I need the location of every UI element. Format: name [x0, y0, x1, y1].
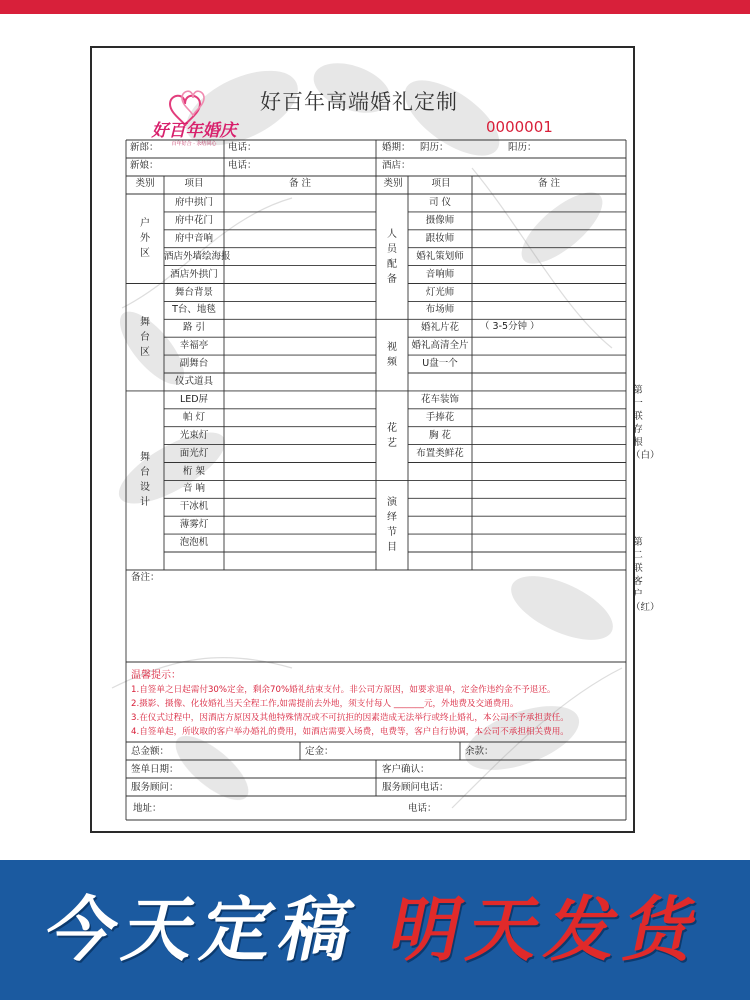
- left-item-9: 幸福亭: [179, 340, 209, 352]
- left-item-8: 路 引: [182, 322, 206, 334]
- right-item-5: 音响师: [425, 268, 455, 280]
- col-item-left: 项目: [184, 178, 204, 189]
- tip-4: 4.自签单起，所收取的客户举办婚礼的费用，如酒店需要入场费，电费等，客户自行协调，本公司不承担相关费用。: [131, 727, 569, 737]
- left-category-1: 户外区: [140, 218, 150, 260]
- sign-date-label: 签单日期：: [131, 764, 179, 775]
- serial-number: 0000001: [486, 118, 553, 136]
- lunar-date-label: 阴历：: [420, 142, 449, 153]
- deposit-label: 定金：: [305, 746, 334, 757]
- banner-part1: 今天定稿: [38, 889, 368, 971]
- banner-slogan: [0, 860, 750, 1000]
- advisor-label: 服务顾问：: [131, 782, 179, 793]
- advisor-phone-label: 服务顾问电话：: [382, 782, 449, 793]
- video-duration-note: （ 3-5分钟 ）: [480, 321, 540, 332]
- left-item-5: 酒店外拱门: [170, 268, 218, 280]
- bride-label: 新娘：: [130, 160, 159, 171]
- left-item-6: 舞台背景: [174, 286, 213, 298]
- right-item-7: 布场师: [425, 304, 455, 316]
- right-category-4: 演绎节目: [387, 497, 397, 554]
- left-item-4: 酒店外墙绘海报: [164, 250, 231, 262]
- left-item-12: LED屏: [179, 393, 209, 405]
- banner-part2: 明天发货: [382, 889, 712, 971]
- left-item-7: T台、地毯: [172, 304, 216, 316]
- left-category-2: 舞台区: [140, 316, 150, 358]
- tip-2: 2.摄影、摄像、化妆婚礼当天全程工作,如需提前去外地，须支付每人 _______元，外地费及交通费用。: [131, 699, 519, 709]
- left-item-14: 光束灯: [179, 429, 209, 441]
- left-item-2: 府中花门: [174, 214, 213, 226]
- solar-date-label: 阳历：: [508, 142, 537, 153]
- right-item-10: U盘一个: [422, 358, 458, 370]
- tip-1: 1.自签单之日起需付30%定金，剩余70%婚礼结束支付。非公司方原因，如要求退单，定金作违约金不予退还。: [131, 685, 556, 695]
- copy-label-stub: 第一联存根（白）: [631, 385, 660, 461]
- left-item-13: 帕 灯: [182, 411, 206, 423]
- phone1-label: 电话：: [228, 142, 257, 153]
- left-item-15: 面光灯: [179, 447, 209, 459]
- left-item-10: 副舞台: [179, 358, 209, 370]
- copy-label-customer: 第二联客户（红）: [631, 537, 660, 613]
- right-item-6: 灯光师: [425, 286, 455, 298]
- total-amount-label: 总金额：: [131, 746, 170, 757]
- address-label: 地址：: [133, 803, 162, 814]
- right-category-3: 花艺: [387, 422, 397, 449]
- left-item-3: 府中音响: [174, 232, 213, 244]
- tip-3: 3.在仪式过程中，因酒店方原因及其他特殊情况或不可抗拒的因素造成无法举行或终止婚礼，本公司不予承担责任。: [131, 713, 569, 723]
- right-category-2: 视频: [387, 342, 397, 369]
- right-item-2: 摄像师: [425, 214, 455, 226]
- groom-label: 新郎：: [130, 142, 159, 153]
- phone2-label: 电话：: [228, 160, 257, 171]
- right-item-1: 司 仪: [428, 197, 452, 208]
- left-item-17: 音 响: [182, 483, 206, 495]
- col-remark-right: 备 注: [537, 178, 561, 189]
- tips-title: 温馨提示：: [131, 670, 181, 681]
- left-item-1: 府中拱门: [174, 197, 213, 208]
- right-item-12: 花车装饰: [420, 393, 459, 405]
- company-phone-label: 电话：: [408, 803, 437, 814]
- left-item-18: 干冰机: [179, 501, 209, 513]
- right-item-13: 手捧花: [425, 411, 455, 423]
- page-title: 好百年高端婚礼定制: [260, 90, 458, 114]
- col-remark-left: 备 注: [288, 178, 312, 189]
- right-item-15: 布置类鲜花: [416, 447, 464, 459]
- left-item-20: 泡泡机: [179, 537, 209, 549]
- right-item-3: 跟妆师: [425, 232, 455, 244]
- right-item-9: 婚礼高清全片: [411, 340, 469, 352]
- col-item-right: 项目: [431, 178, 451, 189]
- col-category-left: 类别: [135, 178, 155, 189]
- col-category-right: 类别: [383, 178, 403, 189]
- promo-banner: [0, 860, 750, 1000]
- logo-tagline: 百年好合 · 永结同心: [171, 141, 217, 147]
- right-item-8: 婚礼片花: [420, 322, 459, 334]
- right-item-4: 婚礼策划师: [416, 250, 464, 262]
- notes-label: 备注：: [131, 572, 160, 583]
- left-item-11: 仪式道具: [174, 376, 213, 387]
- hotel-label: 酒店：: [382, 160, 411, 171]
- logo-text: 好百年婚庆: [151, 121, 237, 141]
- left-item-19: 薄雾灯: [179, 519, 209, 531]
- wedding-date-label: 婚期：: [382, 142, 411, 153]
- balance-label: 余款：: [465, 746, 494, 757]
- left-item-16: 桁 架: [182, 465, 206, 477]
- right-item-14: 胸 花: [428, 429, 452, 441]
- client-confirm-label: 客户确认：: [382, 764, 430, 775]
- right-category-1: 人员配备: [387, 228, 397, 285]
- left-category-3: 舞台设计: [140, 452, 150, 509]
